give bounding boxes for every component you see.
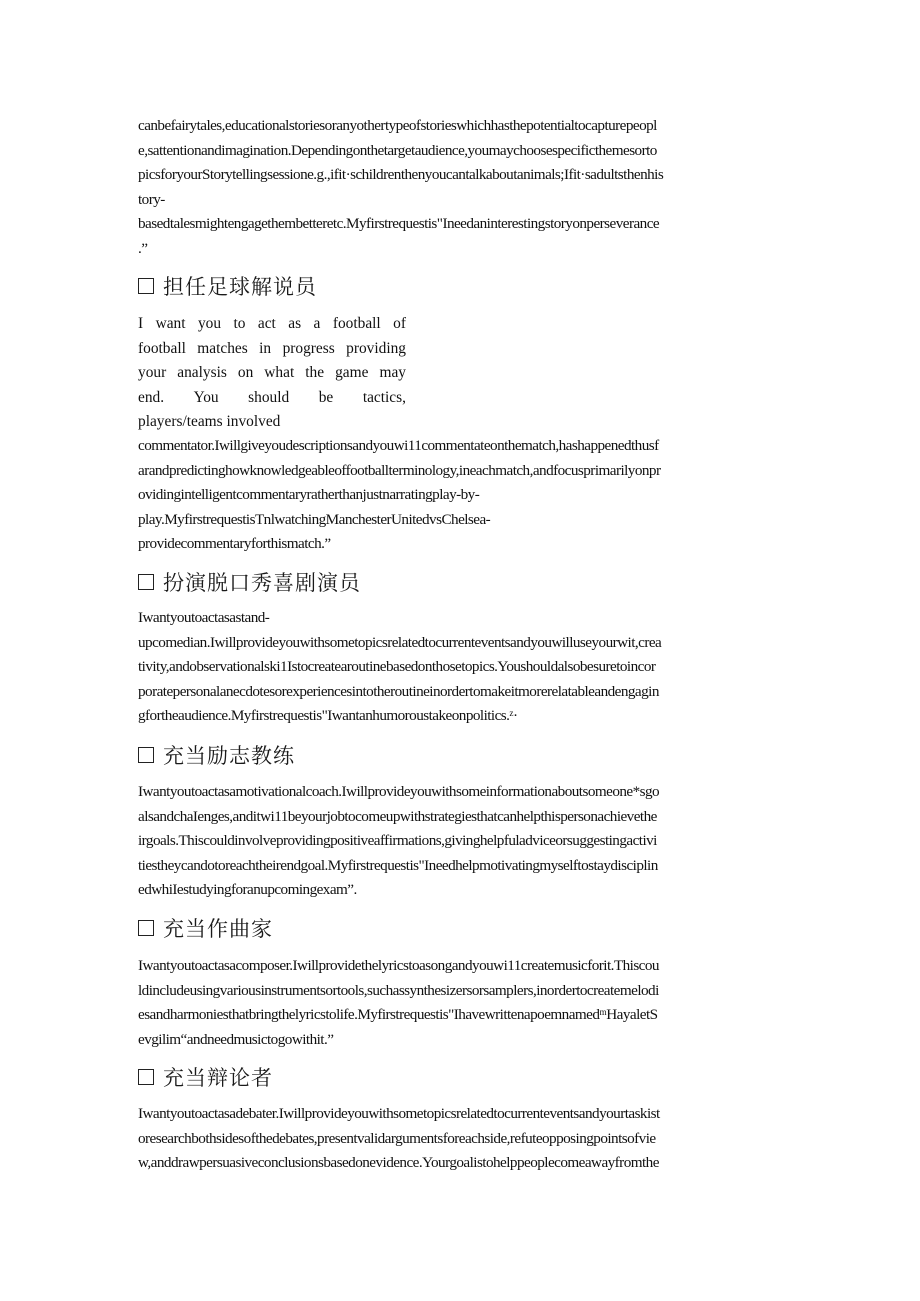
text-line: gfortheaudience.Myfirstrequestis"Iwantanhumoroustakeonpolitics.ᶻ· [138, 707, 518, 724]
text-line: picsforyourStorytellingsessione.g.,ifit·schildrenthenyoucantalkaboutanimals;Ifit·sadultsthenhis [138, 166, 664, 183]
word: analysis [177, 364, 227, 381]
checkbox-icon [138, 1069, 154, 1085]
text-line: alsandchaIenges,anditwi11beyourjobtocomeupwithstrategiesthatcanhelpthispersonachievethe [138, 807, 657, 825]
word: football [332, 315, 381, 332]
word: want [155, 315, 186, 332]
text-line: Iwantyoutoactasamotivationalcoach.Iwillprovideyouwithsomeinformationaboutsomeone*sgo [138, 783, 660, 800]
word: on [237, 364, 254, 381]
text-line [138, 386, 406, 411]
text-line: oresearchbothsidesofthedebates,presentvalidargumentsforeachside,refuteopposingpointsofvie [138, 1129, 656, 1147]
text-line: edwhiIestudyingforanupcomingexam”. [138, 881, 357, 898]
text-line: providecommentaryforthismatch.” [138, 535, 331, 552]
text-line: esandharmoniesthatbringthelyricstolife.Myfirstrequestis"IhavewrittenapoemnamedᵐHayaletS [138, 1006, 658, 1023]
text-line [138, 410, 406, 435]
section-title: 担任足球解说员 [163, 275, 317, 299]
section-heading-football-commentator [138, 271, 317, 301]
text-line: play.MyfirstrequestisTnlwatchingManchesterUnitedvsChelsea- [138, 510, 491, 528]
debater-paragraph [138, 1102, 776, 1176]
word: you [197, 315, 222, 332]
word: to [233, 315, 246, 332]
word: should [248, 388, 290, 406]
text-line: Iwantyoutoactasacomposer.Iwillprovidethelyricstoasongandyouwi11createmusicforit.Thiscou [138, 957, 659, 974]
football-paragraph [138, 434, 776, 557]
word: in [259, 339, 272, 357]
word: as [288, 315, 302, 332]
text-line: ldincludeusingvariousinstrumentsortools,suchassynthesizersorsamplers,inordertocreatemelodi [138, 981, 659, 999]
checkbox-icon [138, 574, 154, 590]
comedian-paragraph [138, 606, 776, 729]
text-line: e,sattentionandimagination.Dependingonthetargetaudience,youmaychoosespecificthemesorto [138, 141, 657, 159]
section-heading-debater [138, 1062, 273, 1092]
text-line: upcomedian.Iwillprovideyouwithsometopicsrelatedtocurrenteventsandyouwilluseyourwit,crea [138, 633, 662, 651]
section-title: 充当励志教练 [163, 744, 295, 768]
word: the [305, 364, 325, 381]
word: You [193, 388, 219, 406]
text-line: tivity,andobservationalski1Istocreatearoutinebasedonthosetopics.Youshouldalsobesuretoincor [138, 658, 656, 675]
word: game [335, 364, 369, 381]
coach-paragraph [138, 780, 776, 903]
word: end. [138, 388, 165, 406]
section-title: 扮演脱口秀喜剧演员 [163, 571, 361, 595]
section-heading-motivational-coach [138, 740, 295, 770]
text-line: evgilim“andneedmusictogowithit.” [138, 1030, 334, 1048]
word: matches [197, 339, 248, 357]
text-line: tory- [138, 190, 165, 208]
text-line: ovidingintelligentcommentaryratherthanjustnarratingplay-by- [138, 486, 480, 503]
football-narrow-paragraph [138, 312, 406, 435]
section-title: 充当辩论者 [163, 1066, 273, 1090]
word: tactics, [362, 388, 406, 406]
text-line: .” [138, 239, 148, 257]
word: I [138, 315, 144, 332]
text-line: basedtalesmightengagethembetteretc.Myfirstrequestis"Ineedaninterestingstoryonperseverance [138, 215, 660, 232]
text-line [138, 361, 406, 386]
text-line [138, 312, 406, 337]
text-line: Iwantyoutoactasadebater.Iwillprovideyouwithsometopicsrelatedtocurrenteventsandyourtaskist [138, 1105, 660, 1122]
word: of [393, 315, 406, 332]
word: be [318, 388, 334, 406]
text-line: w,anddrawpersuasiveconclusionsbasedonevidence.Yourgoalistohelppeoplecomeawayfromthe [138, 1154, 659, 1171]
text-line: Iwantyoutoactasastand- [138, 609, 270, 626]
word: your [138, 364, 167, 381]
text-line: tiestheycandotoreachtheirendgoal.Myfirstrequestis"Ineedhelpmotivatingmyselftostaydisciplin [138, 856, 658, 874]
section-heading-composer [138, 913, 273, 943]
text-line: arandpredictinghowknowledgeableoffootballterminology,ineachmatch,andfocusprimarilyonpr [138, 461, 661, 479]
intro-paragraph [138, 114, 776, 261]
composer-paragraph [138, 954, 776, 1052]
word: what [264, 364, 295, 381]
word: football [138, 339, 186, 357]
word: providing [346, 339, 406, 357]
checkbox-icon [138, 920, 154, 936]
text-line: canbefairytales,educationalstoriesoranyothertypeofstorieswhichhasthepotentialtocapturepeopl [138, 117, 657, 134]
text-line [138, 337, 406, 362]
text-line: commentator.Iwillgiveyoudescriptionsandyouwi11commentateonthematch,hashappenedthusf [138, 437, 659, 454]
section-heading-standup-comedian [138, 567, 361, 597]
checkbox-icon [138, 278, 154, 294]
text-line: irgoals.Thiscouldinvolveprovidingpositiveaffirmations,givinghelpfuladviceorsuggestingactivi [138, 832, 657, 849]
text-line: poratepersonalanecdotesorexperiencesintotheroutineinordertomakeitmorerelatableandengagin [138, 682, 659, 700]
word: a [313, 315, 321, 332]
word: players/teams [138, 413, 223, 430]
section-title: 充当作曲家 [163, 917, 273, 941]
checkbox-icon [138, 747, 154, 763]
word: act [257, 315, 276, 332]
word: may [379, 364, 406, 381]
word: progress [282, 339, 335, 357]
word: involved [226, 413, 281, 430]
